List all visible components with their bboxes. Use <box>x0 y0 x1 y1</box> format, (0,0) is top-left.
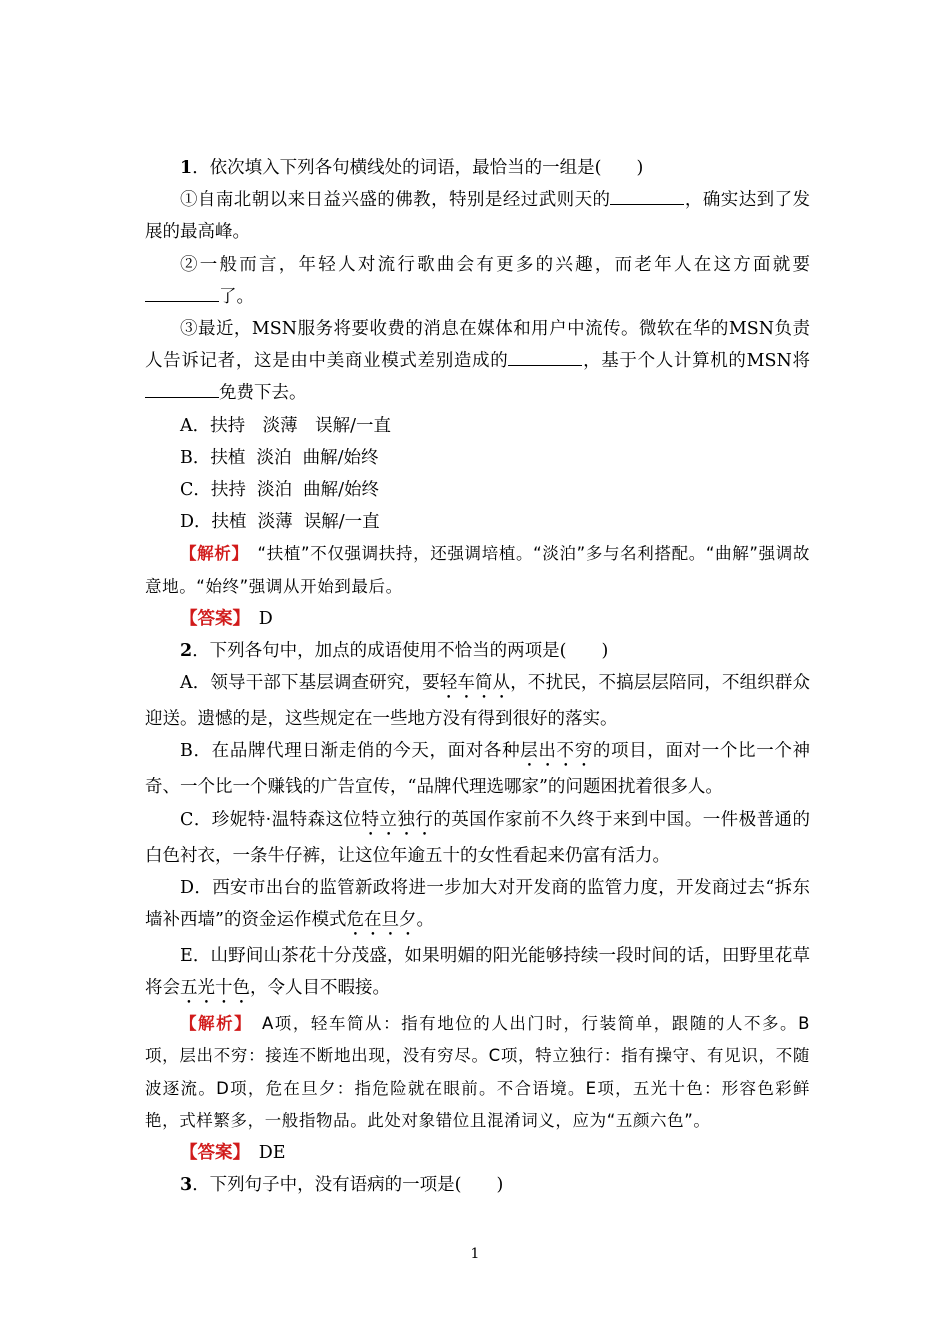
sentence-text: ②一般而言，年轻人对流行歌曲会有更多的兴趣，而老年人在这方面就要 <box>180 254 810 275</box>
option-a: A．扶持 淡薄 误解/一直 <box>180 415 392 436</box>
answer-label: 【答案】 <box>180 1143 242 1164</box>
option-c: C．扶持 淡泊 曲解/始终 <box>180 480 380 501</box>
option-d: D．扶植 淡薄 误解/一直 <box>180 512 380 533</box>
option-c <box>145 804 810 872</box>
sentence-3 <box>145 313 810 410</box>
dotted-idiom: 层出不穷 <box>520 741 593 762</box>
option-text: A．领导干部下基层调查研究，要 <box>180 673 440 694</box>
answer-text: D <box>241 608 273 629</box>
dotted-idiom: 轻车简从 <box>439 673 511 694</box>
dotted-idiom: 特立独行 <box>361 809 434 830</box>
answer-label: 【答案】 <box>180 608 242 629</box>
dotted-idiom: 危在旦夕 <box>346 910 417 931</box>
fill-blank <box>145 379 219 398</box>
option-text: B．在品牌代理日渐走俏的今天，面对各种 <box>180 741 521 762</box>
sentence-text: ，基于个人计算机的MSN将 <box>582 351 810 372</box>
option-text: ，不扰民，不搞层层陪同，不组织群众迎送。遗憾的是，这些规定在一些地方没有得到很好的落实。 <box>145 673 811 730</box>
option-text: ，令人目不暇接。 <box>250 978 390 999</box>
fill-blank <box>145 283 219 302</box>
option-e <box>145 940 810 1008</box>
option-b: B．扶植 淡泊 曲解/始终 <box>180 447 379 468</box>
analysis-label: 【解析】 <box>180 544 241 564</box>
option-text: 的项目，面对一个比一个神奇、一个比一个赚钱的广告宣传，“品牌代理选哪家”的问题困扰着很多人。 <box>145 741 811 798</box>
option-a <box>145 667 810 735</box>
option-b <box>145 735 810 803</box>
analysis-label: 【解析】 <box>180 1014 244 1034</box>
sentence-text: 免费下去。 <box>219 383 307 404</box>
option-text: 的英国作家前不久终于来到中国。一件极普通的白色衬衣，一条牛仔裤，让这位年逾五十的女性看起来仍富有活力。 <box>145 809 811 866</box>
option-text: C．珍妮特·温特森这位 <box>180 809 362 830</box>
question-3-stem <box>145 1169 810 1201</box>
fill-blank <box>508 347 582 366</box>
sentence-text: ①自南北朝以来日益兴盛的佛教，特别是经过武则天的 <box>180 190 611 211</box>
option-text: 。 <box>416 910 434 931</box>
question-number: 3 <box>180 1175 193 1196</box>
sentence-text: ，确实达到了发展的最高峰。 <box>145 190 811 243</box>
fill-blank <box>610 186 684 205</box>
option-text: D．西安市出台的监管新政将进一步加大对开发商的监管力度，开发商过去“拆东墙补西墙”的资金运作模式 <box>145 877 810 931</box>
answer-2 <box>145 1137 810 1169</box>
analysis-2 <box>145 1008 810 1137</box>
option-text: E．山野间山茶花十分茂盛，如果明媚的阳光能够持续一段时间的话，田野里花草将会 <box>145 946 810 999</box>
analysis-text: “扶植”不仅强调扶持，还强调培植。“淡泊”多与名利搭配。“曲解”强调故意地。“始终”强调从开始到最后。 <box>145 544 811 596</box>
sentence-text: ③最近，MSN服务将要收费的消息在媒体和用户中流传。微软在华的MSN负责人告诉记者，这是由中美商业模式差别造成的 <box>145 319 810 372</box>
question-text: ．下列句子中，没有语病的一项是( ) <box>192 1175 504 1196</box>
analysis-text: A项，轻车简从：指有地位的人出门时，行装简单，跟随的人不多。B项，层出不穷：接连不断地出现，没有穷尽。C项，特立独行：指有操守、有见识，不随波逐流。D项，危在旦夕：指危险就在眼前。不合语境。E项，五光十色：形容色彩鲜艳，式样繁多，一般指物品。此处对象错位且混淆词义，应为“五颜六色”。 <box>145 1014 811 1130</box>
question-number: 2 <box>180 641 193 662</box>
analysis-1 <box>145 538 810 602</box>
answer-text: DE <box>241 1143 286 1164</box>
sentence-2 <box>145 249 810 313</box>
answer-1 <box>145 603 810 635</box>
question-text: ．下列各句中，加点的成语使用不恰当的两项是( ) <box>192 641 609 662</box>
question-2-stem <box>145 635 810 667</box>
question-text: ．依次填入下列各句横线处的词语，最恰当的一组是( ) <box>192 158 644 178</box>
document-body <box>145 152 810 1201</box>
dotted-idiom: 五光十色 <box>180 978 250 999</box>
sentence-text: 了。 <box>219 286 254 307</box>
sentence-1 <box>145 184 810 248</box>
option-d <box>145 872 810 940</box>
question-1-stem <box>145 152 810 184</box>
question-number: 1 <box>180 158 193 178</box>
page-number: 1 <box>470 1246 480 1262</box>
